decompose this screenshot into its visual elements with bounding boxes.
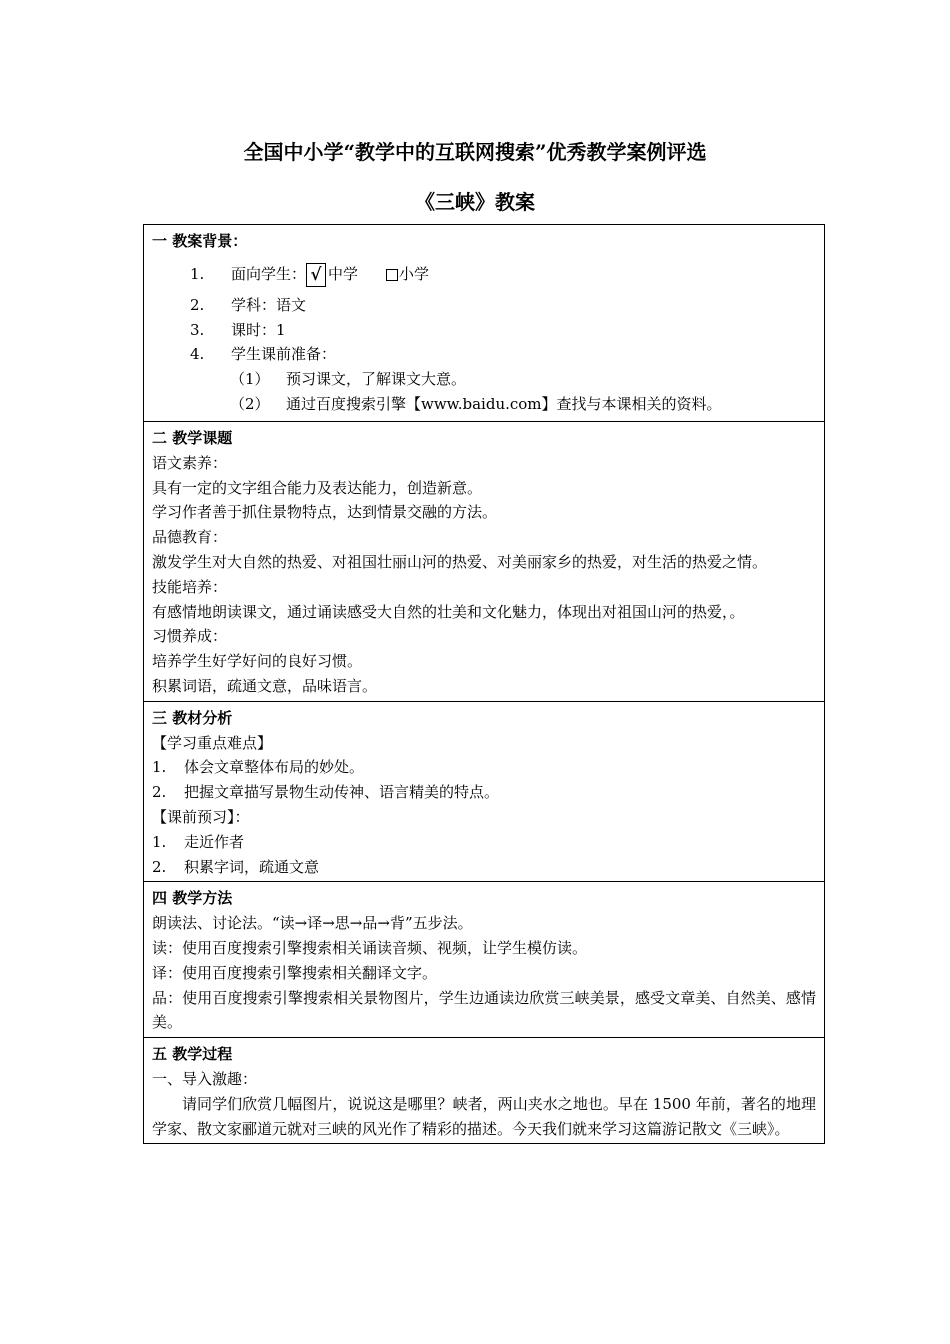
section-topics <box>144 422 825 702</box>
text-line: 习惯养成： <box>152 627 228 646</box>
list-item <box>152 293 816 318</box>
text-line: 朗读法、讨论法。“读→译→思→品→背”五步法。 <box>152 914 473 933</box>
item-number: 4. <box>190 345 205 364</box>
list-item <box>152 855 816 880</box>
item-number: 2. <box>190 295 205 314</box>
subheading: 一、导入激趣： <box>152 1069 258 1088</box>
sub-item-number: （1） <box>230 370 270 389</box>
item-number: 2. <box>152 783 167 802</box>
section-methods <box>144 882 825 1038</box>
document-title: 全国中小学“教学中的互联网搜索”优秀教学案例评选 <box>243 140 707 164</box>
subheading: 【学习重点难点】 <box>152 733 273 752</box>
item-text: 积累字词，疏通文意 <box>184 857 320 876</box>
option-middle-school: 中学 <box>328 264 359 283</box>
list-item <box>152 342 816 367</box>
text-line: 读：使用百度搜索引擎搜索相关诵读音频、视频，让学生模仿读。 <box>152 938 588 957</box>
list-item <box>152 755 816 780</box>
sub-item-text: 通过百度搜索引擎【www.baidu.com】查找与本课相关的资料。 <box>286 394 722 413</box>
text-line: 有感情地朗读课文，通过诵读感受大自然的壮美和文化魅力，体现出对祖国山河的热爱，。 <box>152 602 745 621</box>
section-process <box>144 1038 825 1144</box>
item-text: 学生课前准备： <box>231 345 337 364</box>
text-line: 学习作者善于抓住景物特点，达到情景交融的方法。 <box>152 503 498 522</box>
item-number: 2. <box>152 857 167 876</box>
section-heading: 一 教案背景： <box>152 232 248 250</box>
sub-item <box>152 392 816 417</box>
document-subtitle: 《三峡》教案 <box>415 190 535 214</box>
sub-item-text: 预习课文，了解课文大意。 <box>286 370 467 389</box>
section-heading: 五 教学过程 <box>152 1045 233 1064</box>
option-primary-school: 小学 <box>399 264 430 283</box>
section-heading: 二 教学课题 <box>152 429 233 447</box>
text-line: 译：使用百度搜索引擎搜索相关翻译文字。 <box>152 963 438 982</box>
section-background <box>144 225 825 422</box>
item-number: 1. <box>190 264 205 283</box>
item-label: 面向学生： <box>231 264 307 283</box>
sub-item <box>152 367 816 392</box>
subheading: 【课前预习】： <box>152 807 250 826</box>
text-line: 激发学生对大自然的热爱、对祖国壮丽山河的热爱、对美丽家乡的热爱，对生活的热爱之情。 <box>152 552 768 571</box>
item-text: 体会文章整体布局的妙处。 <box>184 758 365 777</box>
text-line: 积累词语，疏通文意，品味语言。 <box>152 676 378 695</box>
list-item <box>152 318 816 343</box>
section-analysis <box>144 701 825 882</box>
text-line: 语文素养： <box>152 453 228 472</box>
section-heading: 三 教材分析 <box>152 708 233 727</box>
text-line: 培养学生好学好问的良好习惯。 <box>152 652 363 671</box>
item-text: 课时：1 <box>231 320 286 339</box>
text-line: 品德教育： <box>152 528 228 547</box>
item-text: 走近作者 <box>184 832 245 851</box>
checked-checkbox[interactable]: √ <box>306 263 326 287</box>
section-heading: 四 教学方法 <box>152 889 233 908</box>
list-item <box>152 780 816 805</box>
item-number: 3. <box>190 320 205 339</box>
item-text: 学科：语文 <box>231 295 307 314</box>
text-line: 品：使用百度搜索引擎搜索相关景物图片，学生边通读边欣赏三峡美景，感受文章美、自然美、感情美。 <box>152 988 816 1032</box>
text-line: 技能培养： <box>152 577 228 596</box>
item-number: 1. <box>152 832 167 851</box>
item-text: 把握文章描写景物生动传神、语言精美的特点。 <box>184 783 500 802</box>
sub-item-number: （2） <box>230 394 270 413</box>
text-line: 具有一定的文字组合能力及表达能力，创造新意。 <box>152 478 483 497</box>
list-item <box>152 830 816 855</box>
paragraph: 请同学们欣赏几幅图片，说说这是哪里？峡者，两山夹水之地也。早在 1500 年前，著名的地理学家、散文家郦道元就对三峡的风光作了精彩的描述。今天我们就来学习这篇游记散文《三峡》。 <box>152 1094 816 1138</box>
target-students-line <box>152 262 816 287</box>
lesson-plan-table <box>143 224 825 1144</box>
unchecked-checkbox[interactable] <box>386 269 398 281</box>
item-number: 1. <box>152 758 167 777</box>
